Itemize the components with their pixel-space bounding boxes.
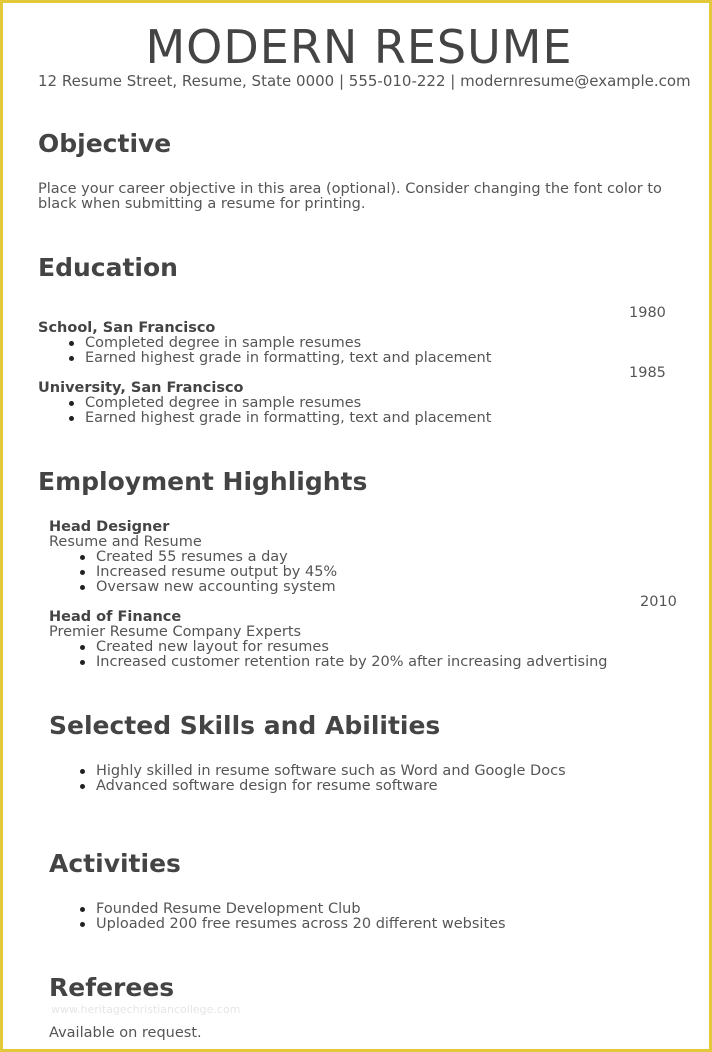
list-item: Advanced software design for resume software <box>79 779 566 794</box>
list-item: Earned highest grade in formatting, text and placement <box>68 411 491 426</box>
job-company: Resume and Resume <box>49 534 202 550</box>
list-item: Increased customer retention rate by 20% after increasing advertising <box>79 655 608 670</box>
job-title: Head Designer <box>49 519 170 535</box>
education-school: University, San Francisco <box>38 380 244 396</box>
objective-text: Place your career objective in this area (optional). Consider changing the font color to black when submitting a resume for printing. <box>38 181 662 212</box>
list-item: Founded Resume Development Club <box>79 902 506 917</box>
education-heading: Education <box>38 253 178 282</box>
list-item: Completed degree in sample resumes <box>68 396 491 411</box>
referees-heading: Referees <box>49 973 175 1002</box>
job-company: Premier Resume Company Experts <box>49 624 302 640</box>
education-school: School, San Francisco <box>38 320 216 336</box>
activities-bullets <box>79 902 506 932</box>
job-bullets <box>79 550 337 595</box>
list-item: Oversaw new accounting system <box>79 580 337 595</box>
list-item: Completed degree in sample resumes <box>68 336 491 351</box>
referees-text: Available on request. <box>49 1025 202 1041</box>
list-item: Earned highest grade in formatting, text and placement <box>68 351 491 366</box>
list-item: Uploaded 200 free resumes across 20 different websites <box>79 917 506 932</box>
list-item: Increased resume output by 45% <box>79 565 337 580</box>
education-bullets <box>68 336 491 366</box>
skills-bullets <box>79 764 566 794</box>
education-year: 1985 <box>629 365 666 381</box>
job-bullets <box>79 640 608 670</box>
watermark: www.heritagechristiancollege.com <box>51 1003 241 1016</box>
list-item: Created new layout for resumes <box>79 640 608 655</box>
list-item: Highly skilled in resume software such as Word and Google Docs <box>79 764 566 779</box>
resume-name: MODERN RESUME <box>145 20 573 74</box>
skills-heading: Selected Skills and Abilities <box>49 711 441 740</box>
contact-line: 12 Resume Street, Resume, State 0000 | 555-010-222 | modernresume@example.com <box>38 72 691 90</box>
education-year: 1980 <box>629 305 666 321</box>
job-title: Head of Finance <box>49 609 182 625</box>
employment-year: 2010 <box>640 594 677 610</box>
list-item: Created 55 resumes a day <box>79 550 337 565</box>
objective-heading: Objective <box>38 129 172 158</box>
education-bullets <box>68 396 491 426</box>
activities-heading: Activities <box>49 849 181 878</box>
employment-heading: Employment Highlights <box>38 467 368 496</box>
